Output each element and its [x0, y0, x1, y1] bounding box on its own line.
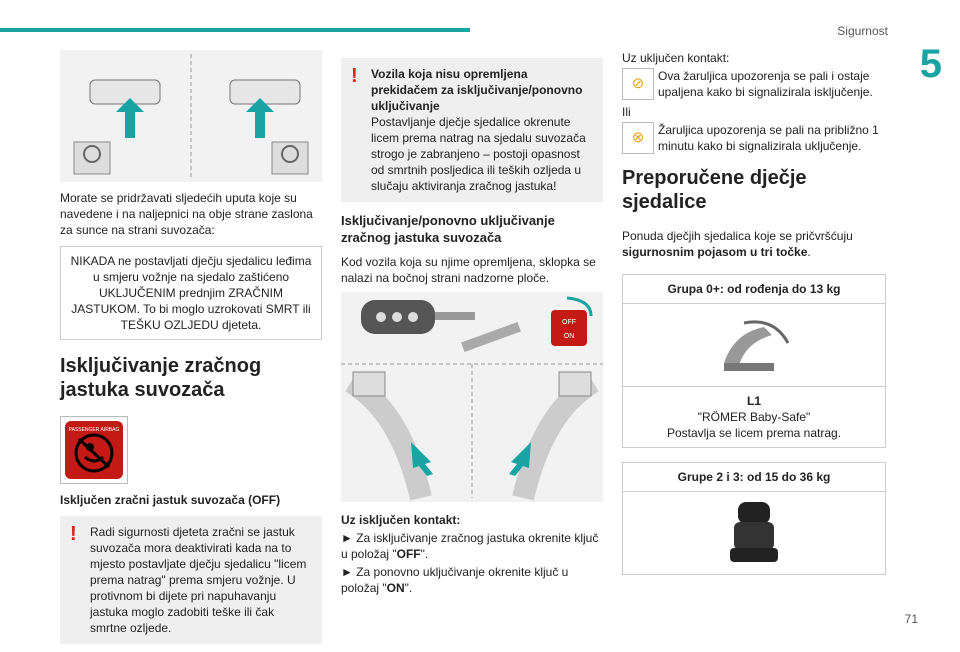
seat-offer-text — [622, 228, 886, 260]
step-reactivate-end: ". — [404, 581, 413, 595]
page-number: 71 — [904, 612, 918, 626]
no-switch-warning-title: Vozila koja nisu opremljena prekidačem za isključivanje/ponovno uključivanje — [371, 67, 583, 113]
airbag-off-warning-lamp-icon: ⊘ — [622, 68, 654, 100]
no-switch-warning — [341, 58, 603, 202]
group0-title: Grupa 0+: od rođenja do 13 kg — [623, 275, 885, 304]
seat-table-group23 — [622, 462, 886, 575]
chapter-number: 5 — [919, 42, 942, 86]
sun-visor-illustration — [60, 50, 322, 182]
section-title: Sigurnost — [837, 24, 888, 38]
seat-table-group0 — [622, 274, 886, 448]
warning-exclamation-icon: ! — [351, 65, 358, 87]
or-text: Ili — [622, 105, 631, 119]
no-switch-warning-body: Postavljanje dječje sjedalice okrenute licem prema natrag na sjedalu suvozača strogo je zabranjeno – postoji opasnost od smrtnih posljedica ili teških ozljeda u slučaju aktiviranja zračnog jastuka! — [371, 115, 586, 193]
ignition-on-text: Uz uključen kontakt: — [622, 51, 730, 65]
visor-intro: Morate se pridržavati sljedećih uputa koje su navedene i na naljepnici na obje strane zaslona za sunce na strani suvozača: — [60, 191, 313, 237]
warning-exclamation-icon: ! — [70, 523, 77, 545]
booster-seat-drawing — [724, 500, 784, 566]
seat-offer-lead: Ponuda dječjih sjedalica koje se pričvršćuju — [622, 229, 853, 243]
lamp-on-row — [622, 122, 886, 154]
column-left — [60, 50, 322, 652]
step-deactivate-end: ". — [420, 547, 429, 561]
heading-airbag-switch: Isključivanje/ponovno uključivanje zračnog jastuka suvozača — [341, 213, 555, 245]
header-accent-bar — [0, 28, 470, 32]
ignition-off-subheading: Uz isključen kontakt: — [341, 513, 461, 527]
switch-on-label: ON — [563, 333, 575, 340]
booster-seat-image — [623, 492, 885, 574]
never-rear-facing-notice: NIKADA ne postavljati dječju sjedalicu leđima u smjeru vožnje na sjedalo zaštićeno UKLJUČENIM prednjim ZRAČNIM JASTUKOM. To bi moglo uzrokovati SMRT ili TEŠKU OZLJEDU djeteta. — [60, 246, 322, 340]
lamp-on-text: Žaruljica upozorenja se pali na približno 1 minutu kako bi signalizirala uključenje. — [658, 123, 879, 153]
baby-safe-info — [623, 387, 885, 447]
step-deactivate — [341, 530, 603, 562]
group23-title: Grupe 2 i 3: od 15 do 36 kg — [623, 463, 885, 492]
sun-visor-drawing — [60, 50, 322, 182]
switch-off-label: OFF — [562, 319, 576, 326]
step-deactivate-position: OFF — [396, 547, 421, 561]
seat1-code: L1 — [746, 394, 761, 408]
lamp-off-text: Ova žaruljica upozorenja se pali i ostaje upaljena kako bi signalizirala isključenje. — [658, 69, 873, 99]
step-reactivate — [341, 564, 603, 596]
seat-offer-emphasis: sigurnosnim pojasom u tri točke — [622, 245, 808, 259]
baby-safe-image — [623, 304, 885, 387]
child-safety-warning — [60, 516, 322, 644]
step-reactivate-text: ► Za ponovno uključivanje okrenite ključ u položaj " — [341, 565, 569, 595]
seat-offer-end: . — [807, 245, 811, 259]
airbag-off-icon — [60, 416, 128, 484]
heading-recommended-seats: Preporučene dječje sjedalice — [622, 167, 807, 213]
baby-carrier-drawing — [714, 313, 794, 377]
seat1-note: Postavlja se licem prema natrag. — [666, 426, 842, 440]
airbag-icon-label: PASSENGER AIRBAG — [68, 427, 120, 433]
seat1-name: "RÖMER Baby-Safe" — [697, 410, 811, 424]
switch-location-text: Kod vozila koja su njime opremljena, sklopka se nalazi na bočnoj strani nadzorne ploče. — [341, 255, 596, 285]
column-middle — [341, 50, 603, 602]
heading-airbag-deactivation: Isključivanje zračnog jastuka suvozača — [60, 355, 262, 401]
step-deactivate-text: ► Za isključivanje zračnog jastuka okrenite ključ u položaj " — [341, 531, 599, 561]
step-reactivate-position: ON — [386, 581, 405, 595]
airbag-off-symbol — [65, 421, 123, 479]
child-safety-warning-text: Radi sigurnosti djeteta zračni se jastuk suvozača mora deaktivirati kada na to mjesto postavljate dječju sjedalicu "licem prema natrag" prema smjeru vožnje. U protivnom bi dijete pri napuhavanju jastuka moglo zadobiti teške ili čak smrtne ozljede. — [90, 525, 307, 635]
key-switch-drawing — [341, 292, 603, 502]
column-right — [622, 50, 886, 575]
airbag-off-caption: Isključen zračni jastuk suvozača (OFF) — [60, 493, 281, 507]
key-switch-illustration — [341, 292, 603, 502]
airbag-on-warning-lamp-icon: ⊗ — [622, 122, 654, 154]
lamp-off-row — [622, 68, 886, 100]
